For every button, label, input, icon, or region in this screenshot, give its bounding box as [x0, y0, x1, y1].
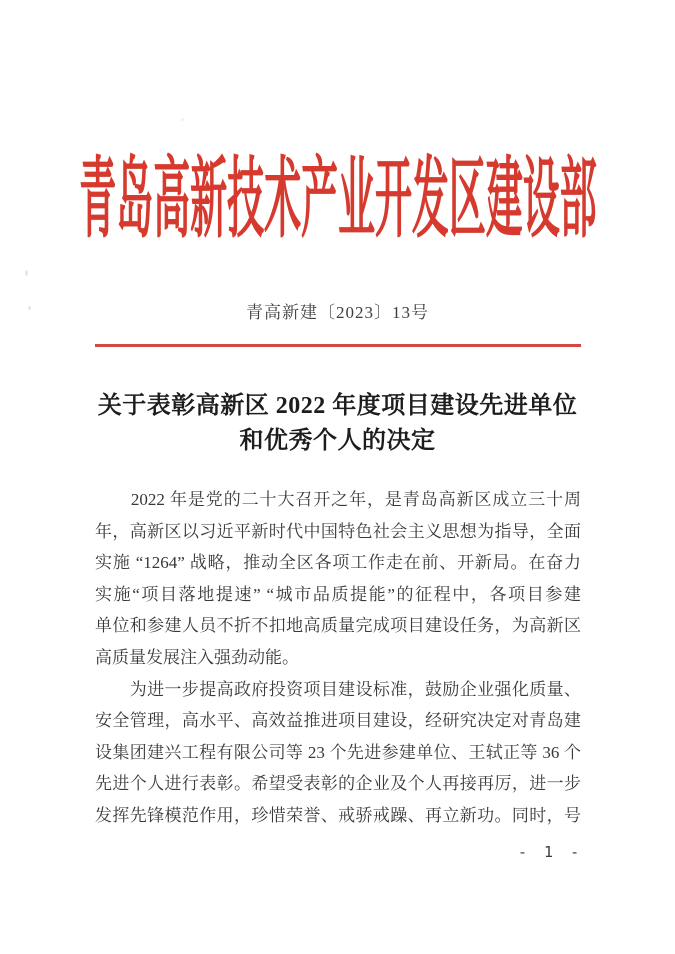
red-separator-rule	[95, 344, 581, 347]
body-line: 高质量发展注入强劲动能。	[95, 647, 299, 667]
body-line: 年，高新区以习近平新时代中国特色社会主义思想为指导，全面	[95, 521, 581, 541]
issuing-authority-name: 青岛高新技术产业开发区建设部	[78, 146, 597, 250]
document-title-line-1: 关于表彰高新区 2022 年度项目建设先进单位	[97, 393, 578, 419]
letterhead	[0, 146, 675, 250]
body-line: 实施 “1264” 战略，推动全区各项工作走在前、开新局。在奋力	[95, 553, 581, 573]
body-line: 为进一步提高政府投资项目建设标准，鼓励企业强化质量、	[95, 679, 581, 699]
body-line: 实施“项目落地提速” “城市品质提能”的征程中，各项目参建	[95, 584, 581, 604]
scan-artifact	[28, 306, 31, 310]
document-body	[95, 484, 581, 832]
body-line: 先进个人进行表彰。希望受表彰的企业及个人再接再厉，进一步	[95, 774, 581, 794]
body-line: 发挥先锋模范作用，珍惜荣誉、戒骄戒躁、再立新功。同时，号	[95, 805, 581, 825]
scan-artifact	[181, 118, 184, 121]
body-line: 安全管理，高水平、高效益推进项目建设，经研究决定对青岛建	[95, 711, 581, 731]
page-number: - 1 -	[518, 843, 584, 861]
body-line: 设集团建兴工程有限公司等 23 个先进参建单位、王轼正等 36 个	[95, 742, 581, 762]
body-line: 2022 年是党的二十大召开之年，是青岛高新区成立三十周	[95, 490, 581, 509]
scan-artifact	[25, 270, 28, 276]
body-line: 单位和参建人员不折不扣地高质量完成项目建设任务，为高新区	[95, 616, 581, 636]
document-title-line-2: 和优秀个人的决定	[239, 428, 436, 454]
document-title	[0, 389, 675, 459]
document-reference-number: 青高新建〔2023〕13号	[246, 303, 429, 322]
